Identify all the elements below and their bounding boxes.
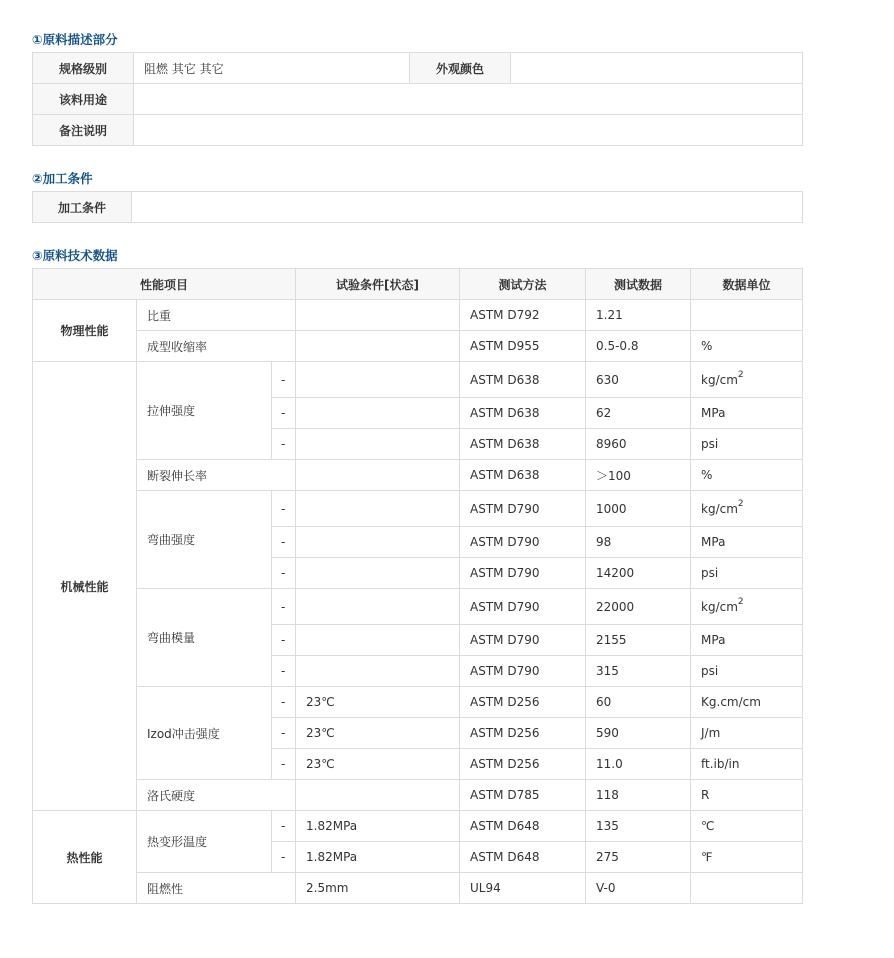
dash-marker: -	[272, 687, 296, 718]
test-condition	[296, 460, 460, 491]
test-unit	[691, 491, 803, 527]
table-row	[33, 331, 803, 362]
property-name: 洛氏硬度	[137, 780, 296, 811]
dash-marker: -	[272, 656, 296, 687]
header-property: 性能项目	[33, 269, 296, 300]
test-value: 98	[586, 527, 691, 558]
test-unit: MPa	[691, 625, 803, 656]
appearance-color-label: 外观颜色	[410, 53, 511, 84]
test-condition: 23℃	[296, 718, 460, 749]
test-value: 14200	[586, 558, 691, 589]
unit-superscript: 2	[737, 596, 744, 607]
test-unit: R	[691, 780, 803, 811]
test-value: 22000	[586, 589, 691, 625]
test-condition	[296, 398, 460, 429]
test-condition	[296, 300, 460, 331]
test-value: 8960	[586, 429, 691, 460]
property-name: 热变形温度	[137, 811, 272, 873]
property-name: 弯曲模量	[137, 589, 272, 687]
test-method: ASTM D256	[460, 749, 586, 780]
unit-text: kg/cm	[701, 599, 738, 614]
table-row	[33, 53, 803, 84]
test-method: ASTM D790	[460, 656, 586, 687]
dash-marker: -	[272, 749, 296, 780]
test-condition: 1.82MPa	[296, 842, 460, 873]
test-method: ASTM D638	[460, 460, 586, 491]
test-unit: Kg.cm/cm	[691, 687, 803, 718]
section-title-processing: ②加工条件	[32, 171, 93, 186]
table-row	[33, 115, 803, 146]
dash-marker: -	[272, 398, 296, 429]
test-condition	[296, 625, 460, 656]
appearance-color-value	[511, 53, 803, 84]
technical-data-table	[32, 268, 803, 904]
usage-label: 该料用途	[33, 84, 134, 115]
test-condition	[296, 656, 460, 687]
unit-superscript: 2	[737, 369, 744, 380]
test-method: ASTM D790	[460, 558, 586, 589]
test-value: 0.5-0.8	[586, 331, 691, 362]
processing-table	[32, 191, 803, 223]
description-table	[32, 52, 803, 146]
table-row	[33, 300, 803, 331]
header-method: 测试方法	[460, 269, 586, 300]
test-method: ASTM D256	[460, 687, 586, 718]
property-name: 成型收缩率	[137, 331, 296, 362]
test-method: ASTM D638	[460, 429, 586, 460]
table-header-row	[33, 269, 803, 300]
test-method: ASTM D638	[460, 398, 586, 429]
test-value: 118	[586, 780, 691, 811]
remarks-value	[134, 115, 803, 146]
unit-text: kg/cm	[701, 501, 738, 516]
section-title-technical-data: ③原料技术数据	[32, 248, 118, 263]
test-unit	[691, 362, 803, 398]
test-unit: ft.ib/in	[691, 749, 803, 780]
processing-value	[132, 192, 803, 223]
dash-marker: -	[272, 491, 296, 527]
test-value: 62	[586, 398, 691, 429]
test-unit: ℃	[691, 811, 803, 842]
test-method: ASTM D955	[460, 331, 586, 362]
category-thermal: 热性能	[33, 811, 137, 904]
table-row	[33, 780, 803, 811]
dash-marker: -	[272, 362, 296, 398]
test-value: 11.0	[586, 749, 691, 780]
property-name: Izod冲击强度	[137, 687, 272, 780]
test-unit	[691, 873, 803, 904]
test-value: 2155	[586, 625, 691, 656]
test-condition: 23℃	[296, 687, 460, 718]
test-value: 630	[586, 362, 691, 398]
unit-text: kg/cm	[701, 372, 738, 387]
test-value: ＞100	[586, 460, 691, 491]
dash-marker: -	[272, 589, 296, 625]
table-row	[33, 687, 803, 718]
header-data: 测试数据	[586, 269, 691, 300]
test-value: 275	[586, 842, 691, 873]
category-physical: 物理性能	[33, 300, 137, 362]
test-condition	[296, 331, 460, 362]
unit-superscript: 2	[737, 498, 744, 509]
test-method: ASTM D648	[460, 842, 586, 873]
test-condition: 1.82MPa	[296, 811, 460, 842]
header-unit: 数据单位	[691, 269, 803, 300]
test-unit: ℉	[691, 842, 803, 873]
property-name: 断裂伸长率	[137, 460, 296, 491]
test-value: 590	[586, 718, 691, 749]
test-unit	[691, 589, 803, 625]
dash-marker: -	[272, 842, 296, 873]
test-unit: psi	[691, 656, 803, 687]
test-condition: 2.5mm	[296, 873, 460, 904]
dash-marker: -	[272, 429, 296, 460]
spec-grade-value: 阻燃 其它 其它	[134, 53, 410, 84]
dash-marker: -	[272, 527, 296, 558]
test-condition	[296, 527, 460, 558]
dash-marker: -	[272, 558, 296, 589]
test-method: ASTM D790	[460, 589, 586, 625]
test-method: ASTM D790	[460, 625, 586, 656]
dash-marker: -	[272, 625, 296, 656]
test-unit	[691, 300, 803, 331]
processing-label: 加工条件	[33, 192, 132, 223]
test-condition	[296, 491, 460, 527]
property-name: 拉伸强度	[137, 362, 272, 460]
test-method: ASTM D256	[460, 718, 586, 749]
table-row	[33, 491, 803, 527]
test-unit: MPa	[691, 527, 803, 558]
dash-marker: -	[272, 718, 296, 749]
test-condition	[296, 780, 460, 811]
table-row	[33, 873, 803, 904]
section-title-description: ①原料描述部分	[32, 32, 118, 47]
test-unit: %	[691, 331, 803, 362]
test-method: ASTM D792	[460, 300, 586, 331]
table-row	[33, 460, 803, 491]
property-name: 弯曲强度	[137, 491, 272, 589]
test-method: UL94	[460, 873, 586, 904]
test-unit: J/m	[691, 718, 803, 749]
table-row	[33, 84, 803, 115]
spec-grade-label: 规格级别	[33, 53, 134, 84]
test-method: ASTM D785	[460, 780, 586, 811]
test-method: ASTM D790	[460, 491, 586, 527]
remarks-label: 备注说明	[33, 115, 134, 146]
usage-value	[134, 84, 803, 115]
test-value: V-0	[586, 873, 691, 904]
test-unit: psi	[691, 558, 803, 589]
property-name: 阻燃性	[137, 873, 296, 904]
test-condition	[296, 362, 460, 398]
table-row	[33, 811, 803, 842]
test-unit: MPa	[691, 398, 803, 429]
header-condition: 试验条件[状态]	[296, 269, 460, 300]
test-unit: %	[691, 460, 803, 491]
test-value: 135	[586, 811, 691, 842]
dash-marker: -	[272, 811, 296, 842]
test-condition	[296, 558, 460, 589]
test-method: ASTM D638	[460, 362, 586, 398]
test-value: 315	[586, 656, 691, 687]
test-value: 1.21	[586, 300, 691, 331]
table-row	[33, 192, 803, 223]
category-mechanical: 机械性能	[33, 362, 137, 811]
test-condition	[296, 429, 460, 460]
test-value: 60	[586, 687, 691, 718]
test-value: 1000	[586, 491, 691, 527]
test-method: ASTM D648	[460, 811, 586, 842]
test-condition: 23℃	[296, 749, 460, 780]
property-name: 比重	[137, 300, 296, 331]
test-condition	[296, 589, 460, 625]
table-row	[33, 589, 803, 625]
test-method: ASTM D790	[460, 527, 586, 558]
table-row	[33, 362, 803, 398]
test-unit: psi	[691, 429, 803, 460]
